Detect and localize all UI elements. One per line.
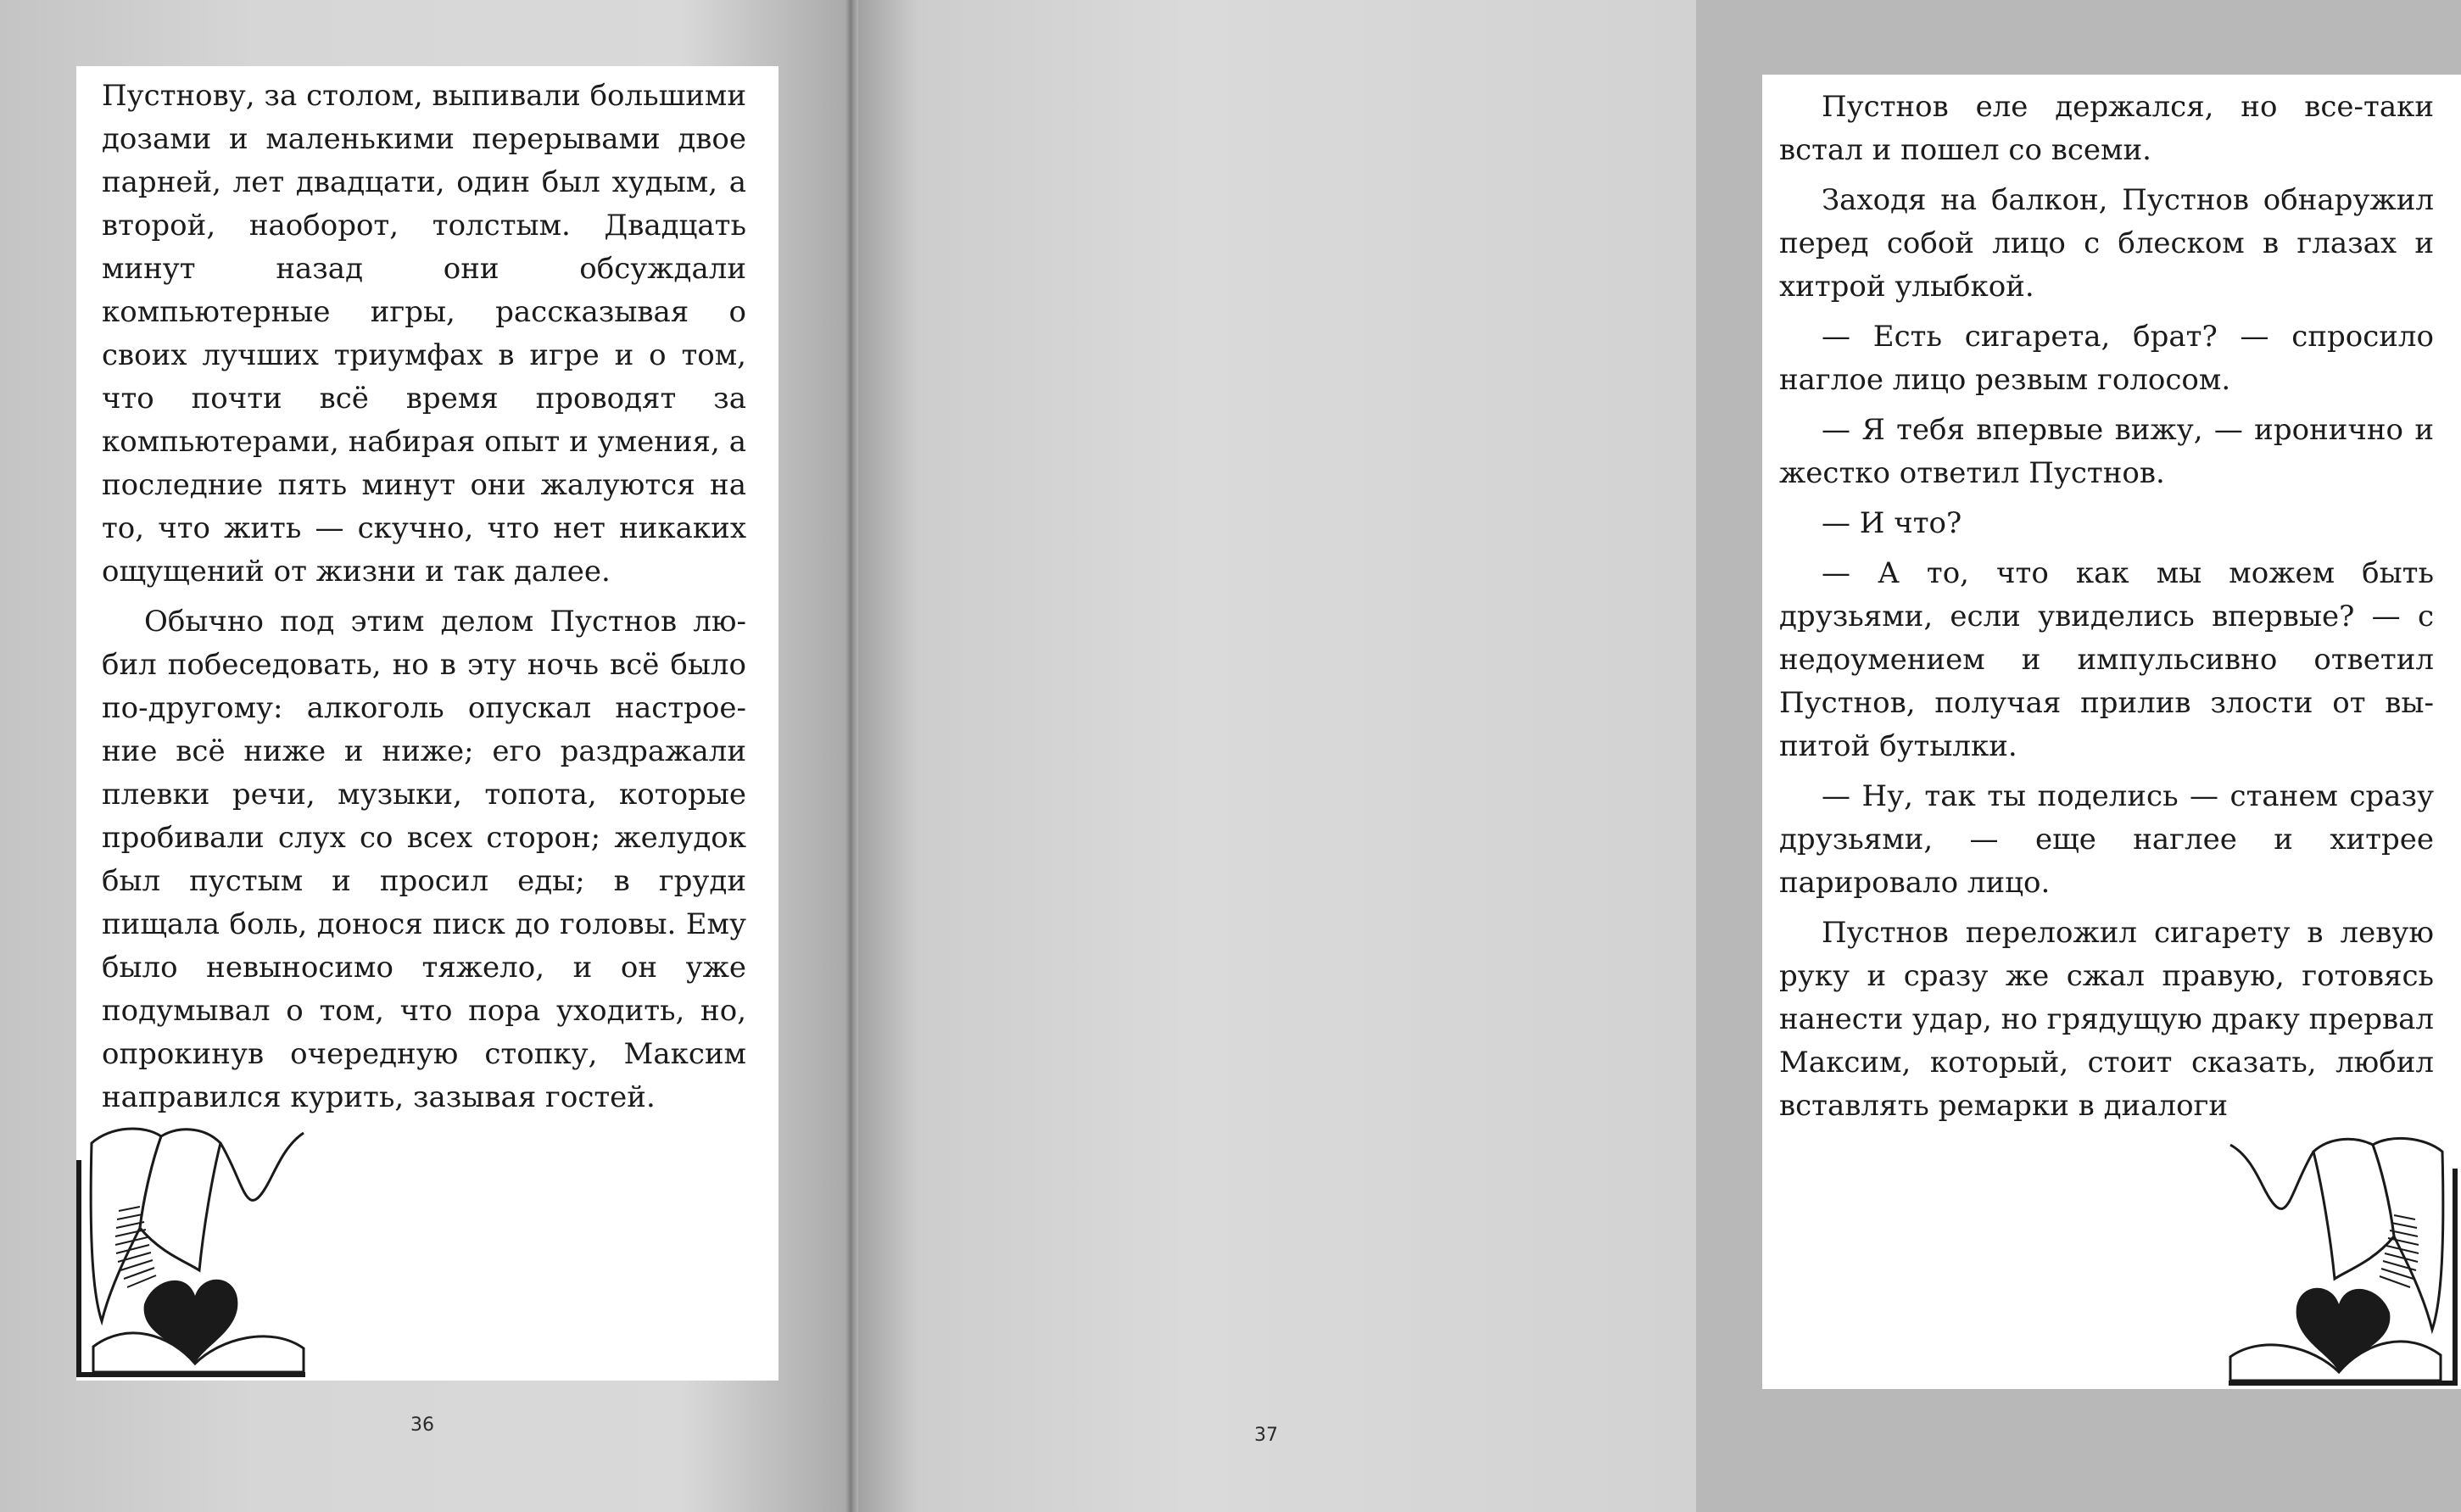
paragraph: Пустнов еле держался, но все-таки встал и пошел со всеми. [1779,90,2434,167]
left-page-text [102,75,746,1126]
book-gutter [845,0,858,1512]
paragraph: Заходя на балкон, Пустнов обнаружил перед собой лицо с блеском в глазах и хитрой улыбкой. [1779,183,2434,304]
right-page-text [1779,86,2434,1135]
paragraph: Обычно под этим делом Пустнов любил побеседовать, но в эту ночь всё было по-другому: алкоголь опускал настроение всё ниже и ниже; его раздражали плевки речи, музыки, топота, которые пробивали слух со всех сторон; желудок был пустым и просил еды; в груди пищала боль, донося писк до головы. Ему было невыносимо тяжело, и он уже подумывал о том, что пора уходить, но, опрокинув очередную стопку, Максим направился курить, зазывая гостей. [102,605,746,1114]
paragraph: — И что? [1822,506,1962,540]
right-page [851,0,2434,1512]
paragraph: — А то, что как мы можем быть друзьями, если увиделись впервые? — с недоумением и импульсивно ответил Пустнов, получая прилив злости от выпитой бутылки. [1779,556,2434,763]
paragraph: Пустнов переложил сигарету в левую руку и сразу же сжал правую, готовясь нанести удар, но грядущую драку прервал Максим, который, стоит сказать, любил вставлять ремарки в диалоги [1779,916,2434,1123]
left-page [0,0,851,1512]
right-text-block [1762,75,2461,1389]
paragraph: — Есть сигарета, брат? — спросило наглое лицо резвым голосом. [1779,320,2434,397]
left-text-block [76,66,778,1381]
paragraph: — Я тебя впервые вижу, — иронично и жестко ответил Пустнов. [1779,413,2434,490]
paragraph: Пустнову, за столом, выпивали большими дозами и маленькими перерывами двое парней, лет двадцати, один был худым, а второй, наоборот, толстым. Двадцать минут назад они обсуждали компьютерные игры, рассказывая о своих лучших триумфах в игре и о том, что почти всё время проводят за компьютерами, набирая опыт и умения, а последние пять минут они жалуются на то, что жить — скучно, что нет никаких ощущений от жизни и так далее. [102,79,746,589]
paragraph: — Ну, так ты поделись — станем сразу друзьями, — еще наглее и хитрее парировало лицо. [1779,779,2434,900]
page-number: 36 [410,1414,434,1436]
open-book-ornament-icon [76,1126,356,1381]
open-book-ornament-icon [2178,1143,2458,1389]
page-number: 37 [1254,1425,1278,1446]
